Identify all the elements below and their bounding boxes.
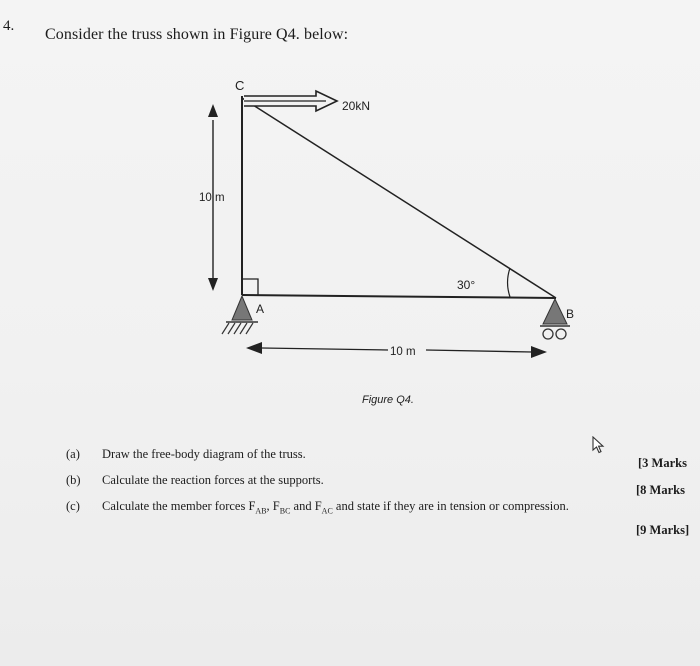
part-a-marks: [3 Marks (638, 456, 687, 470)
height-arrow-down (208, 278, 218, 291)
part-c (0, 499, 700, 517)
question-intro: Consider the truss shown in Figure Q4. below: (45, 26, 349, 43)
part-b-label: (b) (66, 473, 81, 487)
part-b-text: Calculate the reaction forces at the supports. (102, 473, 324, 487)
span-label: 10 m (390, 346, 416, 358)
figure-caption: Figure Q4. (362, 394, 414, 406)
pin-support-a (222, 296, 258, 334)
span-arrow-left (246, 342, 262, 354)
member-bc (242, 98, 556, 298)
subscript-ab: AB (255, 506, 267, 516)
span-dimension-left (262, 348, 388, 350)
right-angle-marker (242, 279, 258, 295)
subscript-ac: AC (321, 506, 333, 516)
question-number: 4. (3, 18, 15, 34)
part-c-text: Calculate the member forces $F_{AB}$, $F_{BC}$ and $F_{AC}$ and state if they are in tension or compression. (102, 499, 569, 516)
subscript-bc: BC (279, 506, 291, 516)
angle-arc (508, 268, 510, 297)
span-arrow-right (531, 346, 547, 358)
node-c-label: C (235, 78, 245, 93)
part-b (0, 473, 700, 491)
load-label: 20kN (342, 99, 371, 113)
node-a-label: A (256, 302, 265, 316)
span-dimension-right (426, 350, 532, 352)
part-a-label: (a) (66, 447, 80, 461)
part-b-marks: [8 Marks (636, 483, 685, 497)
part-c-label: (c) (66, 499, 80, 513)
angle-label: 30° (457, 278, 476, 292)
mouse-cursor-icon (592, 436, 606, 454)
height-arrow-up (208, 104, 218, 117)
height-label: 10 m (199, 192, 225, 204)
node-b-label: B (566, 307, 575, 321)
part-c-marks: [9 Marks] (636, 523, 690, 537)
part-a-text: Draw the free-body diagram of the truss. (102, 447, 306, 461)
